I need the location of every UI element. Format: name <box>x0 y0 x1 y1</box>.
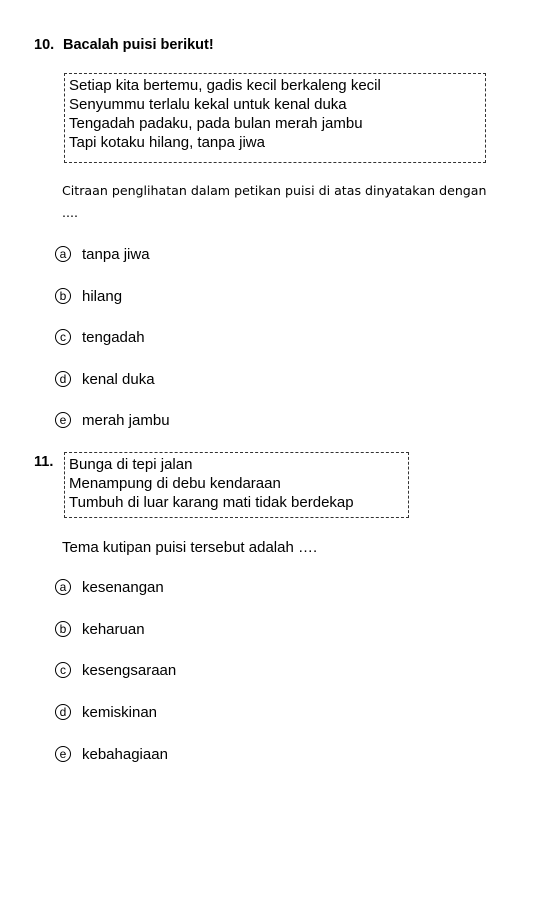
option-a[interactable] <box>55 243 150 265</box>
option-letter-circle: e <box>55 746 71 762</box>
question-stem-line: Citraan penglihatan dalam petikan puisi di atas dinyatakan dengan <box>62 183 487 198</box>
option-text: kemiskinan <box>82 703 158 721</box>
option-text: tanpa jiwa <box>82 245 150 263</box>
question-number: 10. <box>34 37 55 53</box>
option-letter-circle: d <box>55 371 71 387</box>
question-stem <box>62 180 542 224</box>
option-text: kesengsaraan <box>82 661 177 679</box>
option-e[interactable] <box>55 409 170 431</box>
option-letter-circle: a <box>55 579 71 595</box>
option-text: kebahagiaan <box>82 745 168 763</box>
option-text: kesenangan <box>82 578 164 596</box>
poem-line: Senyummu terlalu kekal untuk kenal duka <box>69 96 347 113</box>
question-stem: Tema kutipan puisi tersebut adalah …. <box>62 539 318 556</box>
option-text: keharuan <box>82 620 145 638</box>
option-c[interactable] <box>55 659 176 681</box>
poem-line: Tengadah padaku, pada bulan merah jambu <box>69 115 363 132</box>
question-stem-ellipsis: .... <box>62 205 79 220</box>
option-d[interactable] <box>55 701 157 723</box>
option-text: kenal duka <box>82 370 155 388</box>
question-number: 11. <box>34 454 54 470</box>
poem-line: Setiap kita bertemu, gadis kecil berkaleng kecil <box>69 77 381 94</box>
option-letter-circle: c <box>55 662 71 678</box>
poem-line: Tapi kotaku hilang, tanpa jiwa <box>69 134 265 151</box>
option-a[interactable] <box>55 576 164 598</box>
poem-line: Tumbuh di luar karang mati tidak berdekap <box>69 494 354 511</box>
poem-line: Bunga di tepi jalan <box>69 456 193 473</box>
poem-line: Menampung di debu kendaraan <box>69 475 281 492</box>
option-c[interactable] <box>55 326 145 348</box>
option-letter-circle: d <box>55 704 71 720</box>
option-letter-circle: a <box>55 246 71 262</box>
option-d[interactable] <box>55 368 155 390</box>
poem-box <box>64 73 486 163</box>
option-letter-circle: e <box>55 412 71 428</box>
option-text: hilang <box>82 287 123 305</box>
question-title: Bacalah puisi berikut! <box>63 37 214 53</box>
option-b[interactable] <box>55 618 145 640</box>
option-letter-circle: b <box>55 288 71 304</box>
option-text: merah jambu <box>82 411 170 429</box>
option-b[interactable] <box>55 285 122 307</box>
option-e[interactable] <box>55 743 168 765</box>
option-letter-circle: c <box>55 329 71 345</box>
option-text: tengadah <box>82 328 145 346</box>
poem-box <box>64 452 409 518</box>
option-letter-circle: b <box>55 621 71 637</box>
